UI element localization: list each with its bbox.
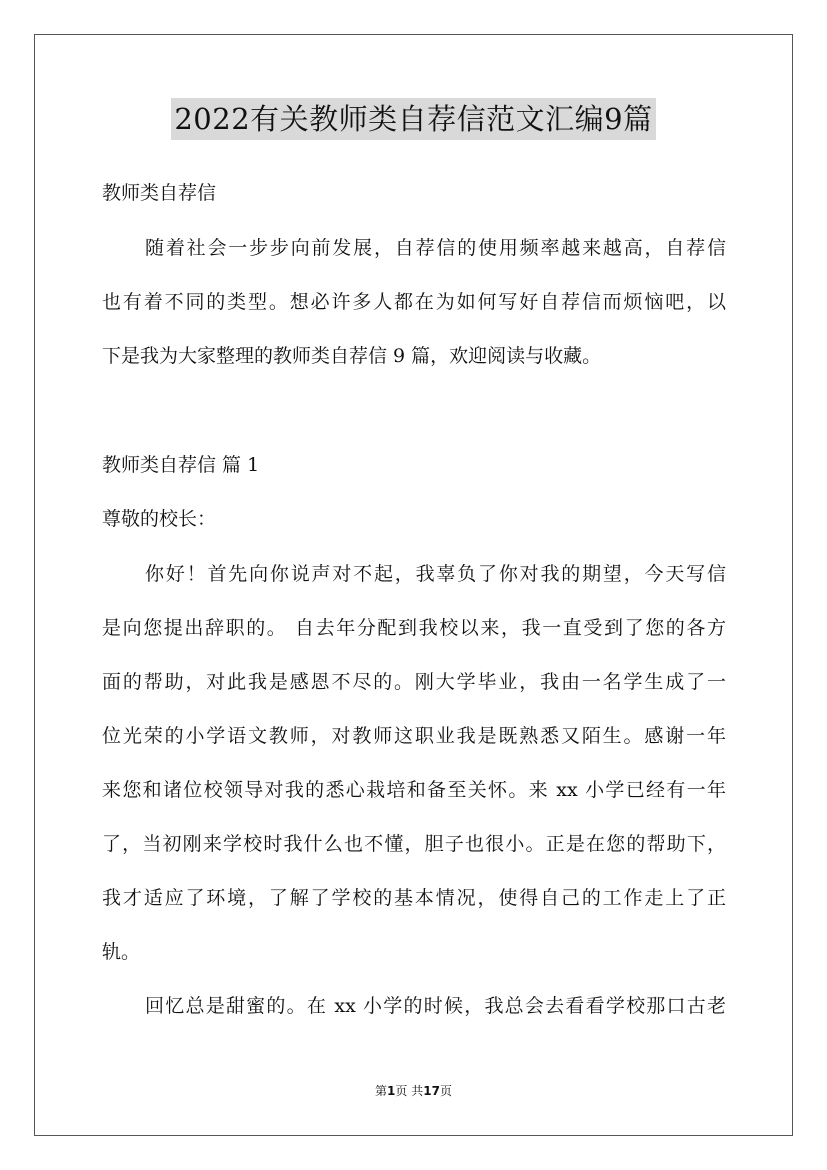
paragraph-line: 是向您提出辞职的。 自去年分配到我校以来，我一直受到了您的各方 — [102, 617, 726, 639]
paragraph-line: 随着社会一步步向前发展，自荐信的使用频率越来越高，自荐信 — [145, 237, 726, 259]
paragraph-line: 位光荣的小学语文教师，对教师这职业我是既熟悉又陌生。感谢一年 — [102, 725, 726, 747]
footer-total-pages: 17 — [423, 1084, 440, 1098]
paragraph-line: 回忆总是甜蜜的。在 xx 小学的时候，我总会去看看学校那口古老 — [145, 995, 726, 1017]
salutation: 尊敬的校长： — [102, 508, 217, 530]
footer-current-page: 1 — [387, 1084, 396, 1098]
footer-page-prefix: 第 — [375, 1084, 388, 1098]
footer-page-suffix: 页 — [439, 1084, 452, 1098]
paragraph-line: 面的帮助，对此我是感恩不尽的。刚大学毕业，我由一名学生成了一 — [102, 671, 726, 693]
title-container — [0, 98, 827, 140]
paragraph-line: 下是我为大家整理的教师类自荐信 9 篇，欢迎阅读与收藏。 — [102, 345, 602, 367]
paragraph-line: 轨。 — [102, 941, 141, 963]
paragraph-line: 了，当初刚来学校时我什么也不懂，胆子也很小。正是在您的帮助下， — [102, 833, 726, 855]
page-footer — [0, 1083, 827, 1099]
section-heading: 教师类自荐信 篇 1 — [102, 454, 260, 476]
paragraph-line: 我才适应了环境，了解了学校的基本情况，使得自己的工作走上了正 — [102, 887, 726, 909]
document-title: 2022有关教师类自荐信范文汇编9篇 — [171, 98, 655, 140]
footer-page-mid: 页 共 — [395, 1084, 424, 1098]
paragraph-line: 也有着不同的类型。想必许多人都在为如何写好自荐信而烦恼吧，以 — [102, 291, 726, 313]
paragraph-line: 来您和诸位校领导对我的悉心栽培和备至关怀。来 xx 小学已经有一年 — [102, 779, 726, 801]
paragraph-line: 你好！首先向你说声对不起，我辜负了你对我的期望，今天写信 — [145, 563, 726, 585]
section-heading: 教师类自荐信 — [102, 182, 217, 204]
